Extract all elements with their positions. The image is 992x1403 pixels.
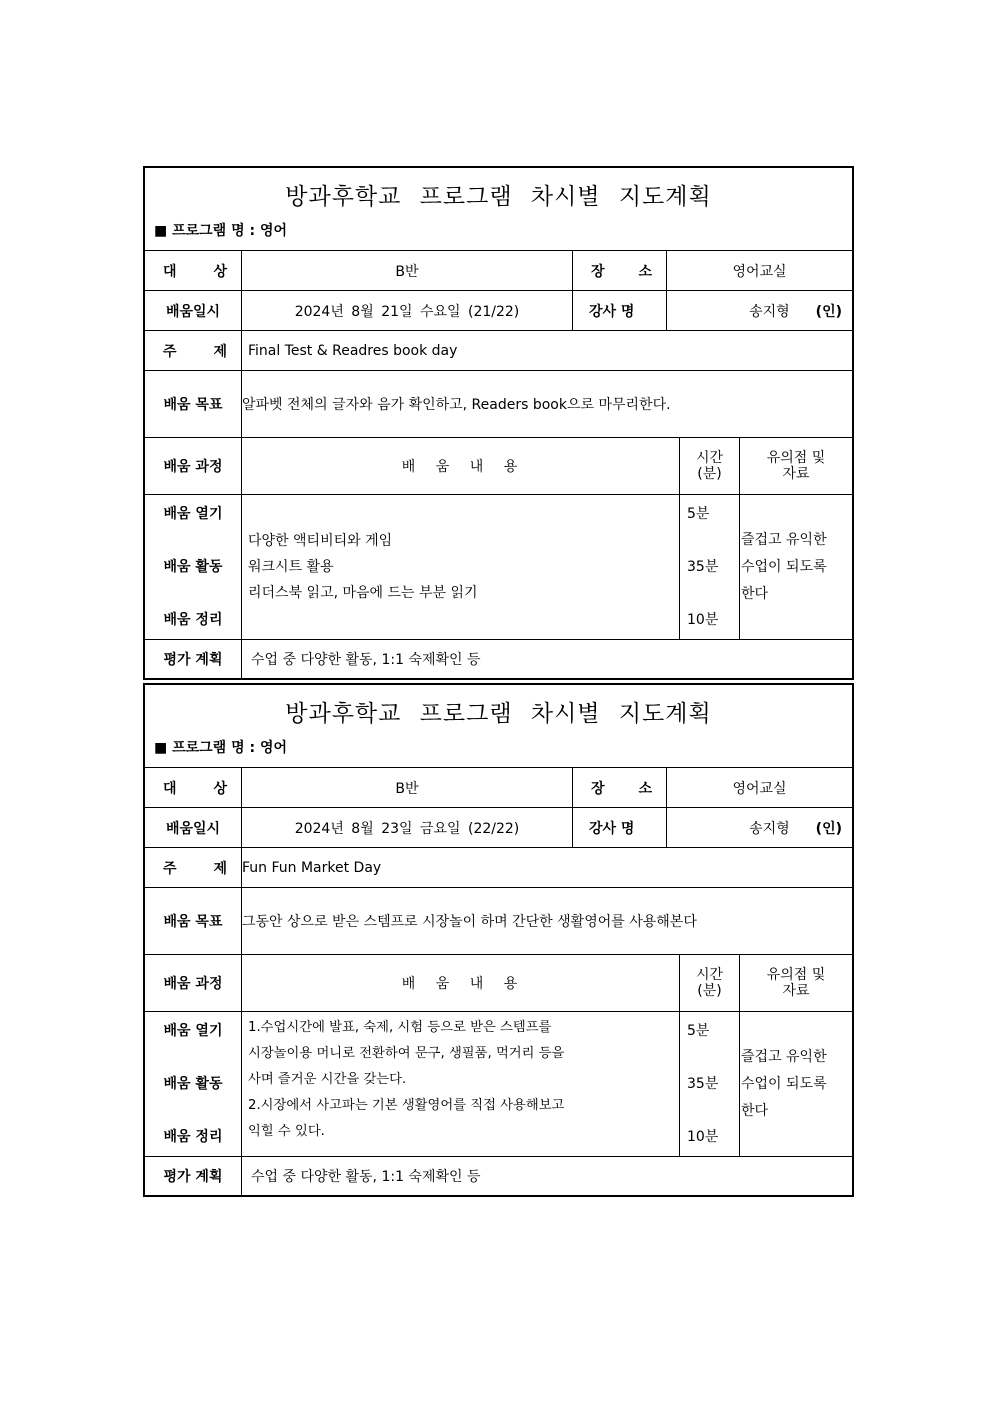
time-close: 10분 — [687, 1129, 719, 1145]
process-row — [145, 495, 852, 640]
time-values — [680, 495, 740, 639]
eval-row — [145, 1157, 852, 1195]
topic-value: Final Test & Readres book day — [248, 342, 458, 359]
plan-title: 방과후학교 프로그램 차시별 지도계획 — [285, 701, 712, 727]
target-row — [145, 768, 852, 808]
time-close: 10분 — [687, 612, 719, 628]
target-label: 대 상 — [145, 768, 242, 807]
note-header: 유의점 및 자료 — [766, 967, 826, 999]
target-label: 대 상 — [145, 251, 242, 290]
content-line: 1.수업시간에 발표, 숙제, 시험 등으로 받은 스템프를 — [248, 1020, 552, 1035]
target-value: B반 — [242, 251, 573, 290]
process-header-row — [145, 438, 852, 495]
plan-header — [145, 168, 852, 251]
lesson-plan-1 — [143, 166, 854, 680]
goal-row — [145, 371, 852, 438]
time-open: 5분 — [687, 506, 710, 522]
place-value: 영어교실 — [732, 263, 787, 280]
program-name: ■ 프로그램 명 : 영어 — [154, 223, 287, 239]
teacher-name: 송지형 — [749, 303, 790, 320]
time-activity: 35분 — [687, 1076, 719, 1092]
stage-open: 배움 열기 — [163, 1023, 223, 1039]
teacher-label: 강사 명 — [573, 291, 667, 330]
teacher-name: 송지형 — [749, 820, 790, 837]
date-row — [145, 291, 852, 331]
teacher-label: 강사 명 — [573, 808, 667, 847]
content-line: 다양한 액티비티와 게임 — [248, 533, 393, 549]
content-header: 배 움 내 용 — [242, 438, 680, 494]
content-line: 사며 즐거운 시간을 갖는다. — [248, 1072, 407, 1087]
eval-value: 수업 중 다양한 활동, 1:1 숙제확인 등 — [251, 652, 481, 668]
lesson-content — [242, 1012, 680, 1156]
content-line: 2.시장에서 사고파는 기본 생활영어를 직접 사용해보고 — [248, 1098, 565, 1113]
time-open: 5분 — [687, 1023, 710, 1039]
teacher-cell — [667, 808, 852, 847]
date-value: 2024년 8월 21일 수요일 (21/22) — [242, 291, 573, 330]
process-header-row — [145, 955, 852, 1012]
plan-header — [145, 685, 852, 768]
time-header: 시간 (분) — [680, 438, 740, 494]
place-label: 장 소 — [573, 768, 667, 807]
program-name: ■ 프로그램 명 : 영어 — [154, 740, 287, 756]
lesson-plan-2 — [143, 683, 854, 1197]
stage-labels — [145, 495, 242, 639]
notes: 즐겁고 유익한 수업이 되도록 한다 — [741, 1048, 827, 1119]
eval-label: 평가 계획 — [145, 1157, 242, 1195]
stage-open: 배움 열기 — [163, 506, 223, 522]
process-label: 배움 과정 — [145, 955, 242, 1011]
content-line: 워크시트 활용 — [248, 559, 334, 575]
content-header: 배 움 내 용 — [242, 955, 680, 1011]
target-value: B반 — [242, 768, 573, 807]
date-value: 2024년 8월 23일 금요일 (22/22) — [242, 808, 573, 847]
lesson-content — [242, 495, 680, 639]
seal-mark: (인) — [815, 820, 842, 837]
goal-value: 알파벳 전체의 글자와 음가 확인하고, Readers book으로 마무리한다. — [242, 397, 671, 413]
place-value: 영어교실 — [732, 780, 787, 797]
time-activity: 35분 — [687, 559, 719, 575]
place-label: 장 소 — [573, 251, 667, 290]
plan-title: 방과후학교 프로그램 차시별 지도계획 — [285, 184, 712, 210]
content-line: 익힐 수 있다. — [248, 1124, 325, 1139]
date-label: 배움일시 — [145, 808, 242, 847]
note-header: 유의점 및 자료 — [766, 450, 826, 482]
teacher-cell — [667, 291, 852, 330]
date-row — [145, 808, 852, 848]
stage-activity: 배움 활동 — [163, 559, 223, 575]
eval-label: 평가 계획 — [145, 640, 242, 678]
process-row — [145, 1012, 852, 1157]
content-line: 시장놀이용 머니로 전환하여 문구, 생필품, 먹거리 등을 — [248, 1046, 565, 1061]
stage-close: 배움 정리 — [163, 612, 223, 628]
notes: 즐겁고 유익한 수업이 되도록 한다 — [741, 531, 827, 602]
eval-value: 수업 중 다양한 활동, 1:1 숙제확인 등 — [251, 1169, 481, 1185]
goal-label: 배움 목표 — [145, 888, 242, 954]
goal-value: 그동안 상으로 받은 스템프로 시장놀이 하며 간단한 생활영어를 사용해본다 — [242, 914, 697, 930]
time-values — [680, 1012, 740, 1156]
process-label: 배움 과정 — [145, 438, 242, 494]
target-row — [145, 251, 852, 291]
goal-row — [145, 888, 852, 955]
stage-labels — [145, 1012, 242, 1156]
topic-label: 주 제 — [145, 331, 242, 370]
stage-activity: 배움 활동 — [163, 1076, 223, 1092]
topic-value: Fun Fun Market Day — [242, 859, 382, 876]
goal-label: 배움 목표 — [145, 371, 242, 437]
time-header: 시간 (분) — [680, 955, 740, 1011]
stage-close: 배움 정리 — [163, 1129, 223, 1145]
seal-mark: (인) — [815, 303, 842, 320]
topic-label: 주 제 — [145, 848, 242, 887]
topic-row — [145, 331, 852, 371]
topic-row — [145, 848, 852, 888]
date-label: 배움일시 — [145, 291, 242, 330]
content-line: 리더스북 읽고, 마음에 드는 부분 읽기 — [248, 585, 478, 601]
eval-row — [145, 640, 852, 678]
